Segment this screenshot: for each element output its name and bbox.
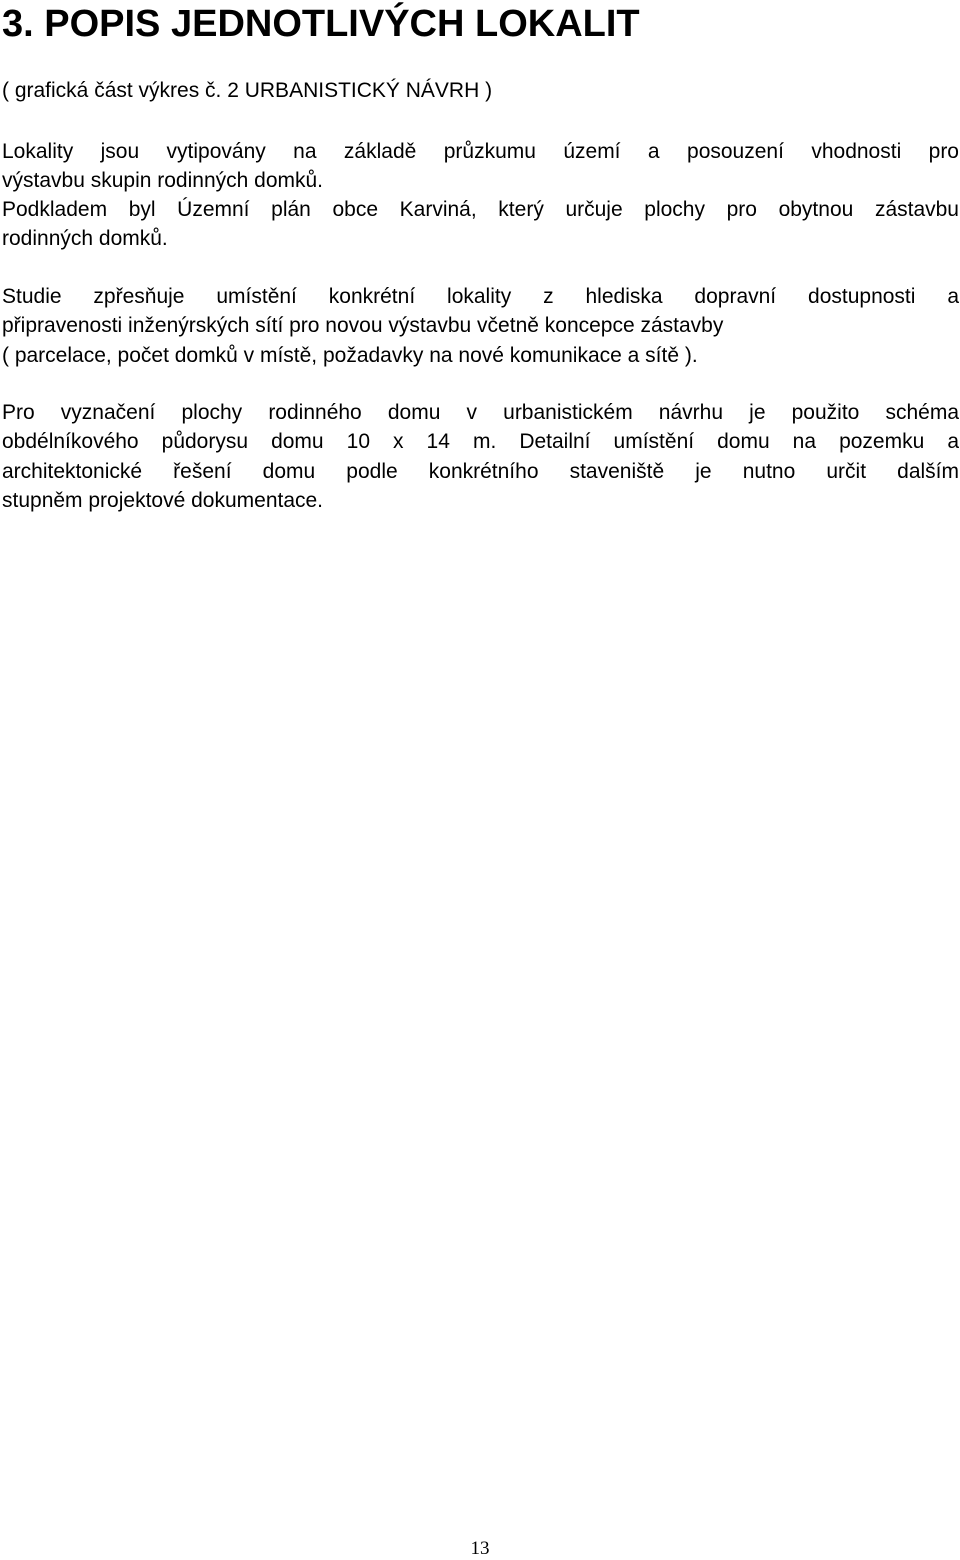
paragraph-line: ( parcelace, počet domků v místě, požadavky na nové komunikace a sítě ). <box>2 343 698 367</box>
paragraph-line: Lokality jsou vytipovány na základě průzkumu území a posouzení vhodnosti pro <box>2 140 959 163</box>
paragraph-line: připravenosti inženýrských sítí pro novou výstavbu včetně koncepce zástavby <box>2 314 724 338</box>
paragraph-line: výstavbu skupin rodinných domků. <box>2 169 323 193</box>
paragraph-studie <box>2 282 959 370</box>
paragraph-podkladem <box>2 195 959 254</box>
paragraph-line: Podkladem byl Územní plán obce Karviná, který určuje plochy pro obytnou zástavbu <box>2 198 959 221</box>
paragraph-line: Studie zpřesňuje umístění konkrétní lokality z hlediska dopravní dostupnosti a <box>2 285 959 308</box>
drawing-reference: ( grafická část výkres č. 2 URBANISTICKÝ NÁVRH ) <box>2 79 493 102</box>
section-heading: 3. POPIS JEDNOTLIVÝCH LOKALIT <box>2 3 640 45</box>
paragraph-line: rodinných domků. <box>2 227 168 251</box>
paragraph-line: architektonické řešení domu podle konkrétního staveniště je nutno určit dalším <box>2 459 959 483</box>
paragraph-vyznaceni <box>2 398 959 516</box>
page-number: 13 <box>470 1538 490 1559</box>
paragraph-line: Pro vyznačení plochy rodinného domu v urbanistickém návrhu je použito schéma <box>2 401 959 424</box>
paragraph-line: stupněm projektové dokumentace. <box>2 489 324 513</box>
paragraph-lokality <box>2 137 959 196</box>
paragraph-line: obdélníkového půdorysu domu 10 x 14 m. Detailní umístění domu na pozemku a <box>2 430 959 454</box>
